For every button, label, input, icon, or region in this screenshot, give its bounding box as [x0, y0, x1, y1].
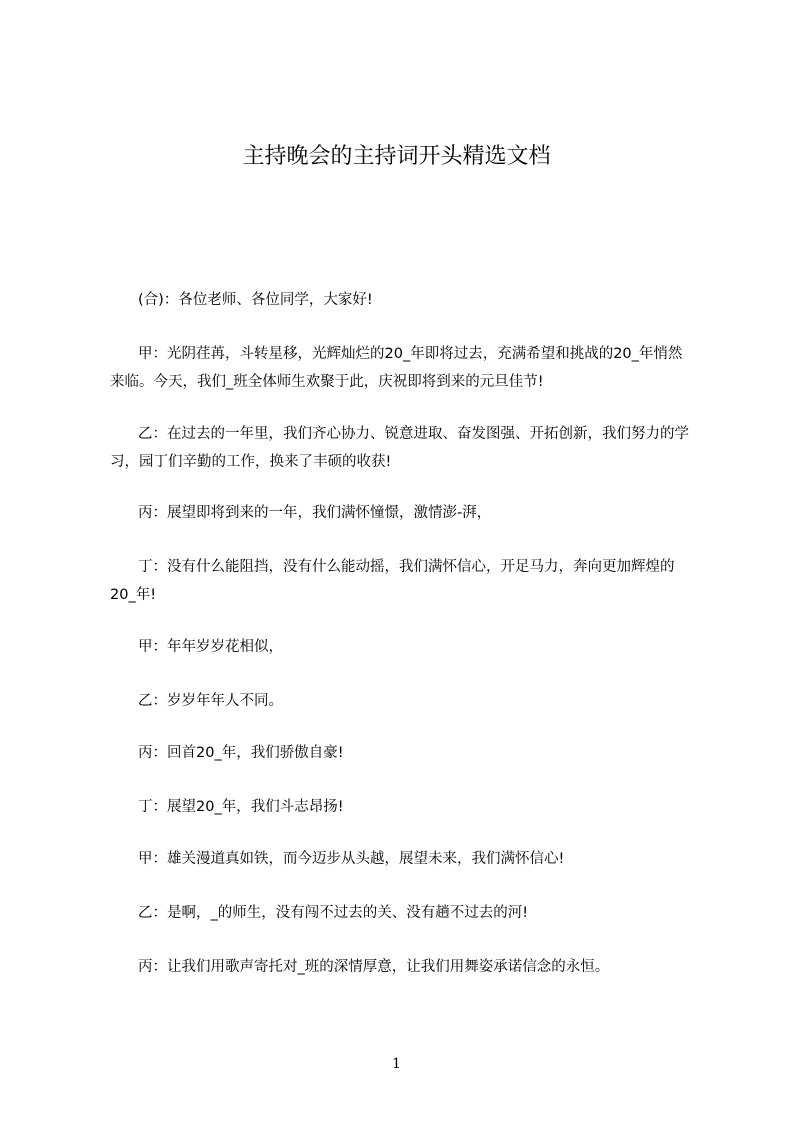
- paragraph-7: 乙：岁岁年年人不同。: [138, 693, 283, 709]
- paragraph-5: 丁：没有什么能阻挡，没有什么能动摇，我们满怀信心，开足马力，奔向更加辉煌的20_年!: [110, 559, 675, 603]
- paragraph-8: 丙：回首20_年，我们骄傲自豪!: [138, 745, 344, 761]
- paragraph-4: 丙：展望即将到来的一年，我们满怀憧憬，激情澎-湃，: [138, 505, 492, 521]
- paragraph-1: (合)：各位老师、各位同学，大家好!: [138, 292, 373, 308]
- paragraph-11: 乙：是啊，_的师生，没有闯不过去的关、没有趟不过去的河!: [138, 905, 529, 921]
- document-title: 主持晚会的主持词开头精选文档: [242, 144, 551, 169]
- paragraph-10: 甲：雄关漫道真如铁，而今迈步从头越，展望未来，我们满怀信心!: [138, 851, 565, 867]
- page-number: 1: [392, 1056, 401, 1072]
- paragraph-3: 乙：在过去的一年里，我们齐心协力、锐意进取、奋发图强、开拓创新，我们努力的学习，园丁们辛勤的工作，换来了丰硕的收获!: [110, 426, 689, 470]
- paragraph-9: 丁：展望20_年，我们斗志昂扬!: [138, 799, 344, 815]
- paragraph-2: 甲：光阴荏苒，斗转星移，光辉灿烂的20_年即将过去，充满希望和挑战的20_年悄然来临。今天，我们_班全体师生欢聚于此，庆祝即将到来的元旦佳节!: [110, 346, 683, 390]
- paragraph-12: 丙：让我们用歌声寄托对_班的深情厚意，让我们用舞姿承诺信念的永恒。: [138, 959, 610, 975]
- paragraph-6: 甲：年年岁岁花相似，: [138, 639, 283, 655]
